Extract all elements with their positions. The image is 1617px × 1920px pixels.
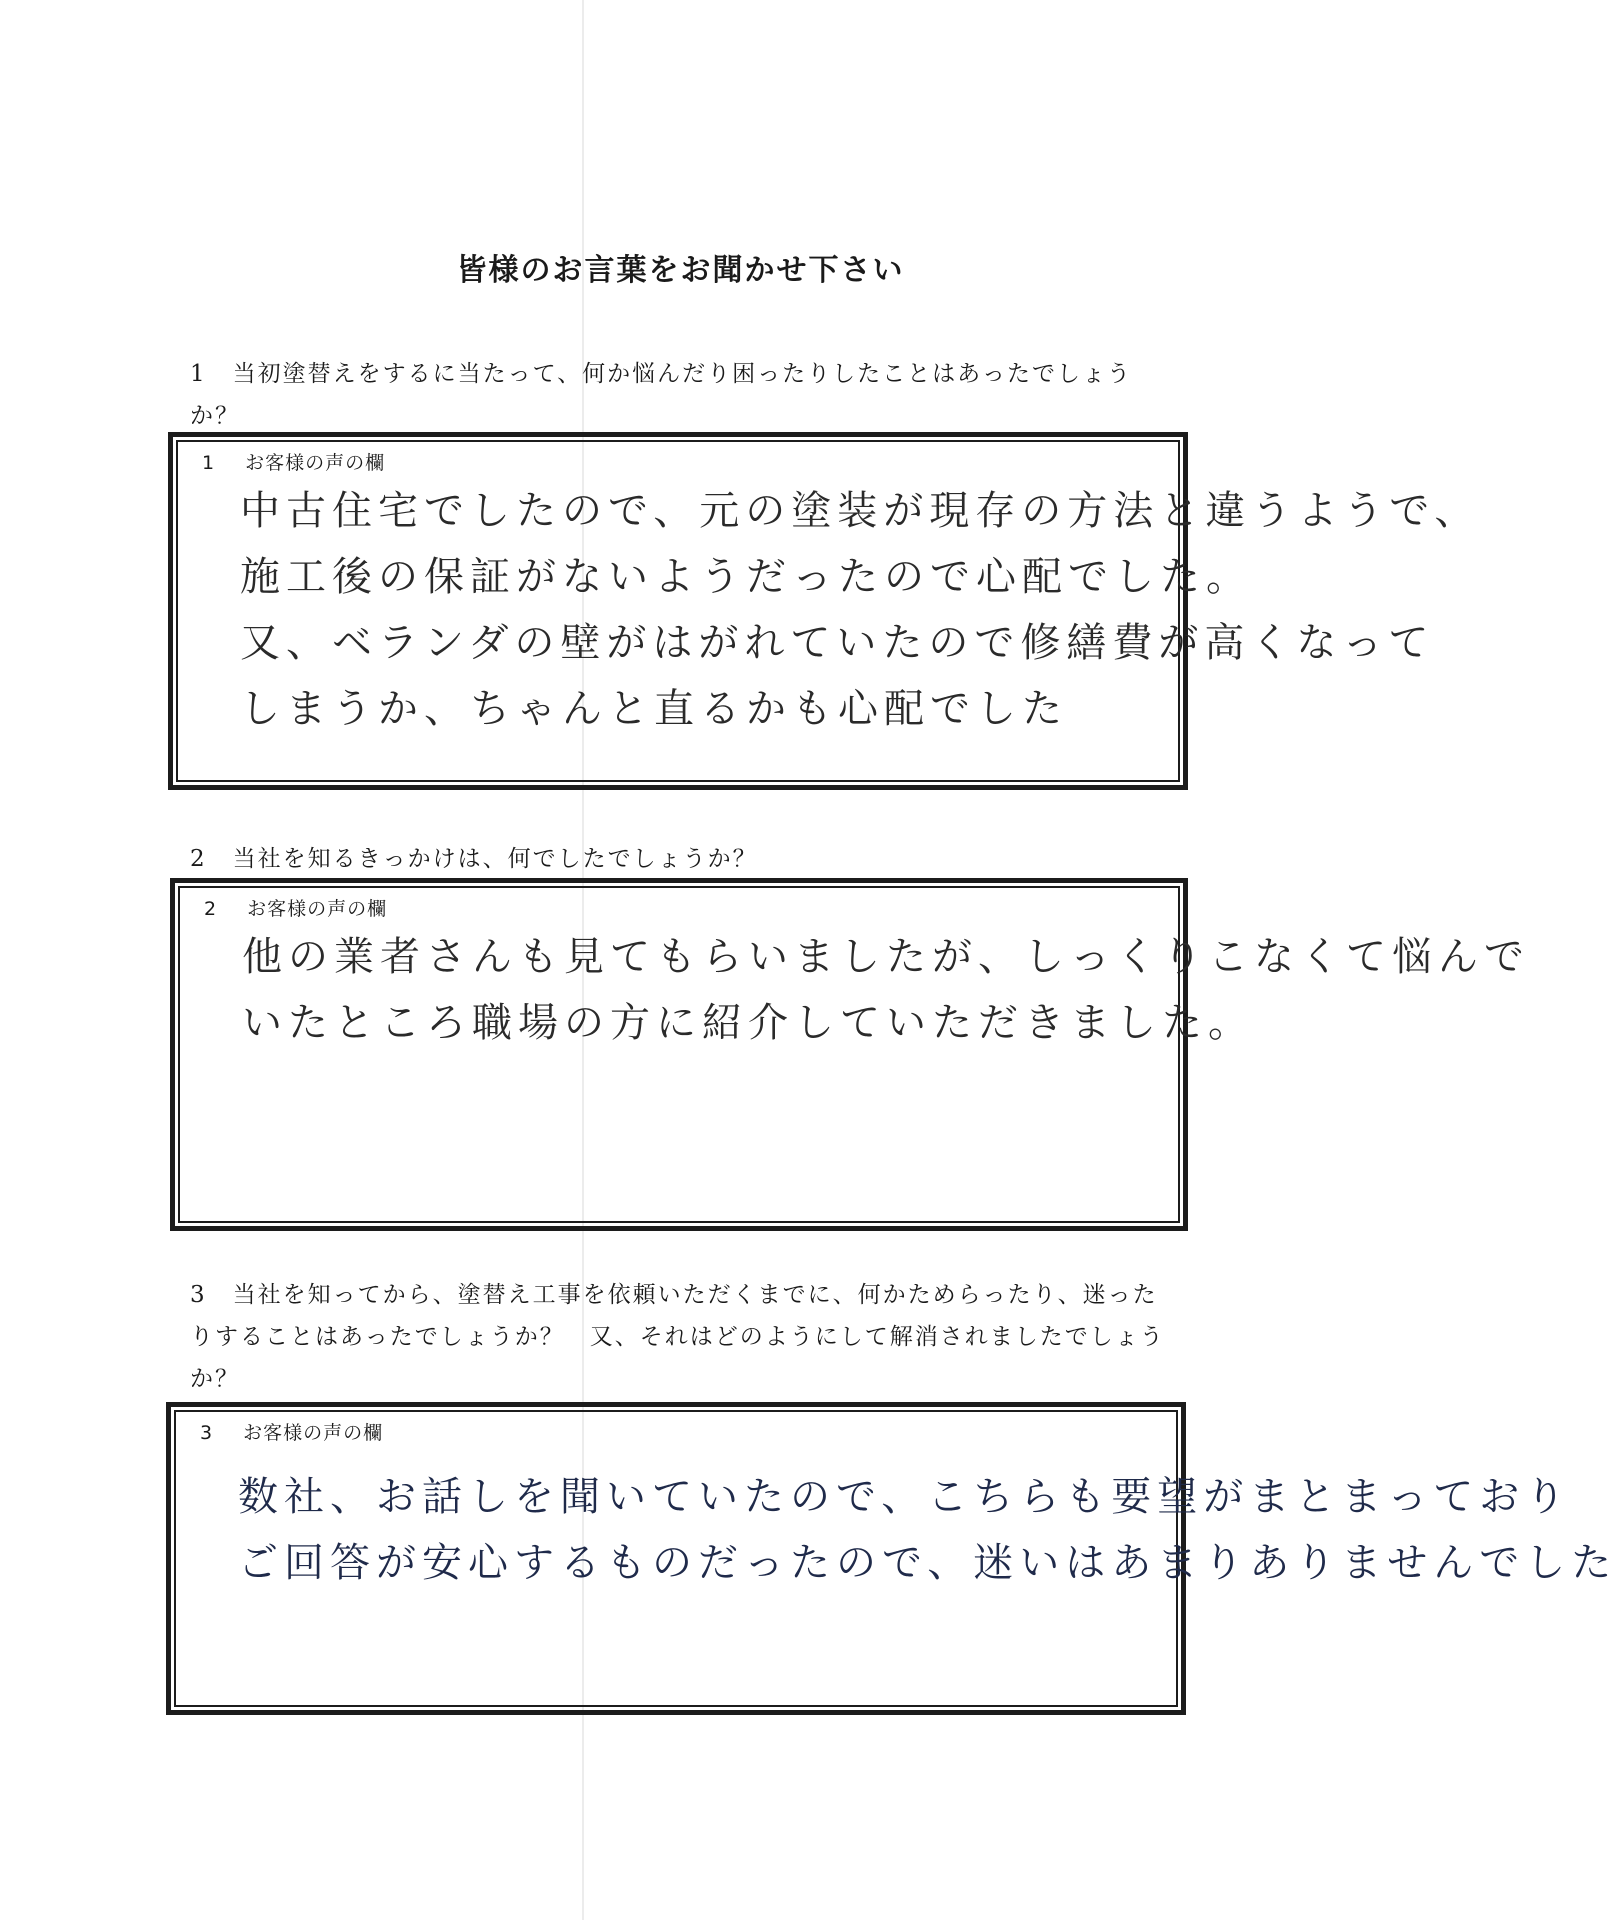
question-2-text: 当社を知るきっかけは、何でしたでしょうか？ [232, 846, 758, 872]
answer-1-line: しまうか、ちゃんと直るかも心配でした [240, 686, 1068, 732]
answer-box-2 [170, 878, 1530, 1231]
question-3-line-2: りすることはあったでしょうか？ 又、それはどのようにして解消されましたでしょう [190, 1324, 1165, 1350]
answer-box-1-caption: お客様の声の欄 [245, 452, 386, 474]
question-1-line-2: か？ [190, 403, 240, 429]
answer-box-3-label [200, 1418, 383, 1445]
answer-1-line: 施工後の保証がないようだったので心配でした。 [240, 554, 1252, 600]
question-1-text: 当初塗替えをするに当たって、何か悩んだり困ったりしたことはあったでしょう [232, 361, 1132, 387]
question-3-line-1 [190, 1274, 1180, 1316]
handwritten-answer-2 [242, 924, 1530, 1056]
question-3-line-3: か？ [190, 1366, 240, 1392]
question-1-number: 1 [190, 361, 207, 387]
answer-1-line: 又、ベランダの壁がはがれていたので修繕費が高くなって [240, 620, 1435, 666]
question-3 [190, 1274, 1180, 1400]
answer-2-line: いたところ職場の方に紹介していただきました。 [242, 1000, 1254, 1046]
question-1-line-1 [190, 353, 1180, 395]
handwritten-answer-3 [238, 1464, 1617, 1596]
question-2-number: 2 [190, 846, 207, 872]
answer-box-1-number: 1 [202, 452, 216, 474]
question-3-text: 当社を知ってから、塗替え工事を依頼いただくまでに、何かためらったり、迷った [232, 1282, 1158, 1308]
answer-box-1-label [202, 448, 385, 475]
page-title: 皆様のお言葉をお聞かせ下さい [456, 253, 905, 288]
question-1 [190, 353, 1180, 437]
answer-box-1 [168, 432, 1481, 790]
question-3-number: 3 [190, 1282, 207, 1308]
answer-3-line: ご回答が安心するものだったので、迷いはあまりありませんでした [238, 1540, 1617, 1586]
answer-box-3-number: 3 [200, 1422, 214, 1444]
answer-box-3-inner [174, 1410, 1617, 1707]
answer-box-2-caption: お客様の声の欄 [247, 898, 388, 920]
answer-box-2-inner [178, 886, 1530, 1223]
answer-box-2-number: 2 [204, 898, 218, 920]
answer-3-line: 数社、お話しを聞いていたので、こちらも要望がまとまっており [238, 1474, 1572, 1520]
answer-box-3 [166, 1402, 1617, 1715]
answer-box-1-inner [176, 440, 1481, 782]
question-2-line-1 [190, 838, 1180, 880]
question-2 [190, 838, 1180, 880]
answer-box-3-caption: お客様の声の欄 [243, 1422, 384, 1444]
answer-box-2-label [204, 894, 387, 921]
handwritten-answer-1 [240, 478, 1481, 742]
answer-2-line: 他の業者さんも見てもらいましたが、しっくりこなくて悩んで [242, 934, 1530, 980]
answer-1-line: 中古住宅でしたので、元の塗装が現存の方法と違うようで、 [240, 488, 1481, 534]
